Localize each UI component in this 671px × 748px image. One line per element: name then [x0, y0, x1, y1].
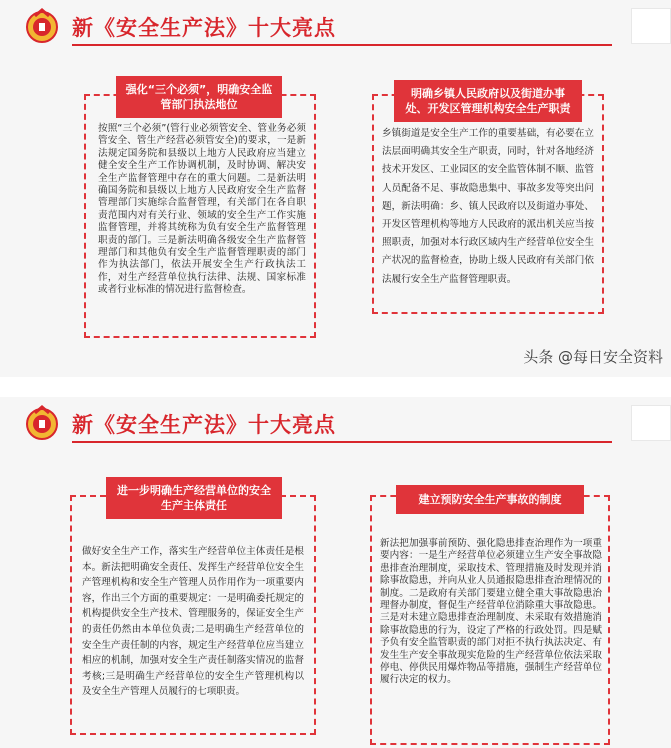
corner-decoration: [631, 8, 671, 44]
page-title: 新《安全生产法》十大亮点: [72, 16, 336, 40]
corner-decoration: [631, 405, 671, 441]
title-underline: [72, 441, 612, 443]
panel-header: [0, 0, 671, 60]
card-left-body: 按照“三个必须”(管行业必须管安全、管业务必须管安全、管生产经营必须管安全)的要求，一是新法规定国务院和县级以上地方人民政府应当建立健全安全生产工作协调机制，及时协调、解决安全生产监督管理中存在的重大问题。二是新法明确国务院和县级以上地方人民政府安全生产监督管理部门实施综合监督管理，有关部门在各自职责范围内对有关行业、领域的安全生产工作实施监督管理，并将其统称为负有安全生产监督管理职责的部门。三是新法明确各级安全生产监督管理部门和其他负有安全生产监督管理职责的部门作为执法部门，依法开展安全生产行政执法工作，对生产经营单位执行法律、法规、国家标准或者行业标准的情况进行监督检查。: [98, 123, 306, 296]
slide-panel-2: [0, 397, 671, 748]
safety-emblem-icon: [24, 405, 60, 441]
card-left-tag: 强化“三个必须”，明确安全监管部门执法地位: [116, 76, 282, 118]
title-underline: [72, 44, 612, 46]
safety-emblem-icon: [24, 8, 60, 44]
card-right-tag: 建立预防安全生产事故的制度: [396, 485, 584, 514]
card-right-body: 乡镇街道是安全生产工作的重要基础，有必要在立法层面明确其安全生产职责，同时，针对各地经济技术开发区、工业园区的安全监管体制不顺、监管人员配备不足、事故隐患集中、事故多发等突出问题，新法明确：乡、镇人民政府以及街道办事处、开发区管理机构等地方人民政府的派出机关应当按照职责，加强对本行政区域内生产经营单位安全生产状况的监督检查，协助上级人民政府有关部门依法履行安全生产监督管理职责。: [382, 128, 594, 285]
card-right-tag: 明确乡镇人民政府以及街道办事处、开发区管理机构安全生产职责: [394, 80, 582, 122]
card-left-tag: 进一步明确生产经营单位的安全生产主体责任: [106, 477, 282, 519]
card-right-body: 新法把加强事前预防、强化隐患排查治理作为一项重要内容：一是生产经营单位必须建立生产安全事故隐患排查治理制度，采取技术、管理措施及时发现并消除事故隐患，并向从业人员通报隐患排查治理情况的制度。二是政府有关部门要建立健全重大事故隐患治理督办制度，督促生产经营单位消除重大事故隐患。三是对未建立隐患排查治理制度、未采取有效措施消除事故隐患的行为，设定了严格的行政处罚。四是赋予负有安全监管职责的部门对拒不执行执法决定、有发生生产安全事故现实危险的生产经营单位依法采取停电、停供民用爆炸物品等措施，强制生产经营单位履行决定的权力。: [380, 538, 602, 686]
watermark: 头条 @每日安全资料: [523, 348, 663, 366]
page-title: 新《安全生产法》十大亮点: [72, 413, 336, 437]
card-left-body: 做好安全生产工作，落实生产经营单位主体责任是根本。新法把明确安全责任、发挥生产经营单位安全生产管理机构和安全生产管理人员作用作为一项重要内容，作出三个方面的重要规定：一是明确委托规定的机构提供安全生产技术、管理服务的，保证安全生产的责任仍然由本单位负责;二是明确生产经营单位的安全生产责任制的内容，规定生产经营单位应当建立相应的机制，加强对安全生产责任制落实情况的监督考核;三是明确生产经营单位的安全生产管理机构以及安全生产管理人员履行的七项职责。: [82, 546, 304, 698]
panel-header: [0, 397, 671, 457]
